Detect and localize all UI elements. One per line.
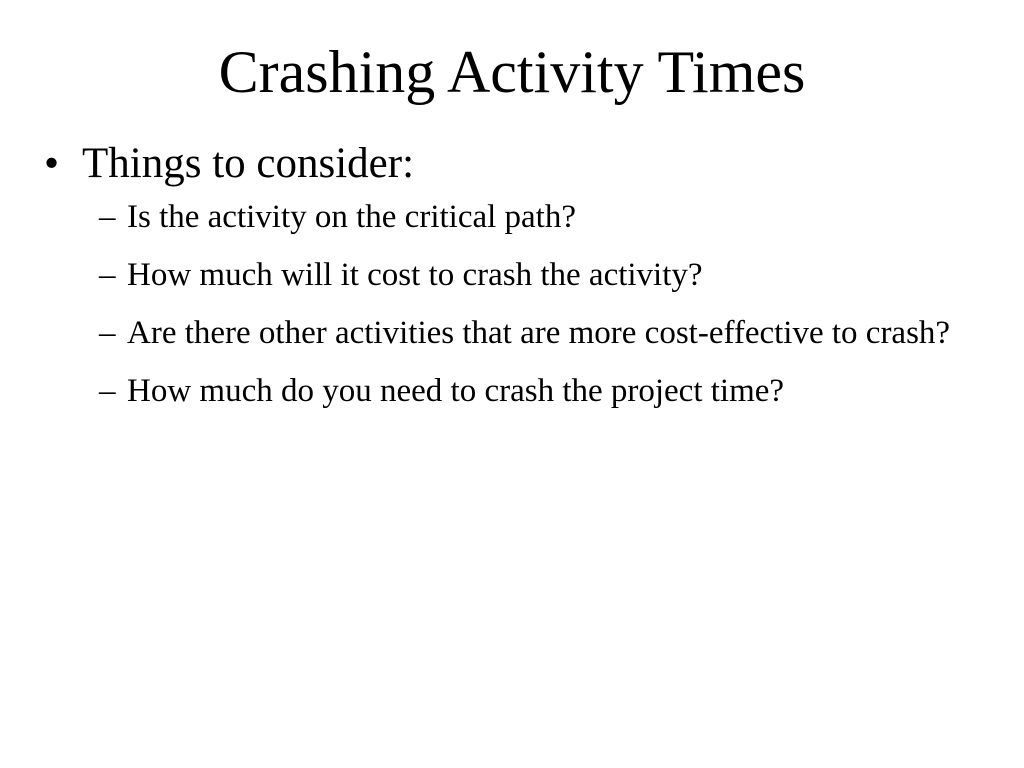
sub-bullet-text: How much do you need to crash the project time?	[127, 373, 785, 409]
sub-bullet-item	[99, 370, 984, 413]
sub-bullet-item	[99, 312, 984, 355]
sub-bullet-item	[99, 254, 984, 297]
bullet-text: Things to consider:	[82, 140, 415, 187]
sub-bullet-marker: –	[99, 373, 116, 409]
sub-bullet-text: Is the activity on the critical path?	[127, 199, 576, 235]
sub-bullet-item	[99, 196, 984, 239]
bullet-line	[44, 138, 984, 190]
sub-bullet-text: How much will it cost to crash the activity?	[127, 257, 703, 293]
bullet-list	[44, 138, 984, 428]
sub-bullet-marker: –	[99, 315, 116, 351]
bullet-marker: •	[44, 140, 60, 187]
slide-title: Crashing Activity Times	[218, 39, 806, 105]
sub-bullet-text: Are there other activities that are more cost-effective to crash?	[127, 315, 951, 351]
sub-bullet-marker: –	[99, 199, 116, 235]
sub-bullet-marker: –	[99, 257, 116, 293]
sub-bullet-list	[44, 196, 984, 413]
bullet-item	[44, 138, 984, 413]
